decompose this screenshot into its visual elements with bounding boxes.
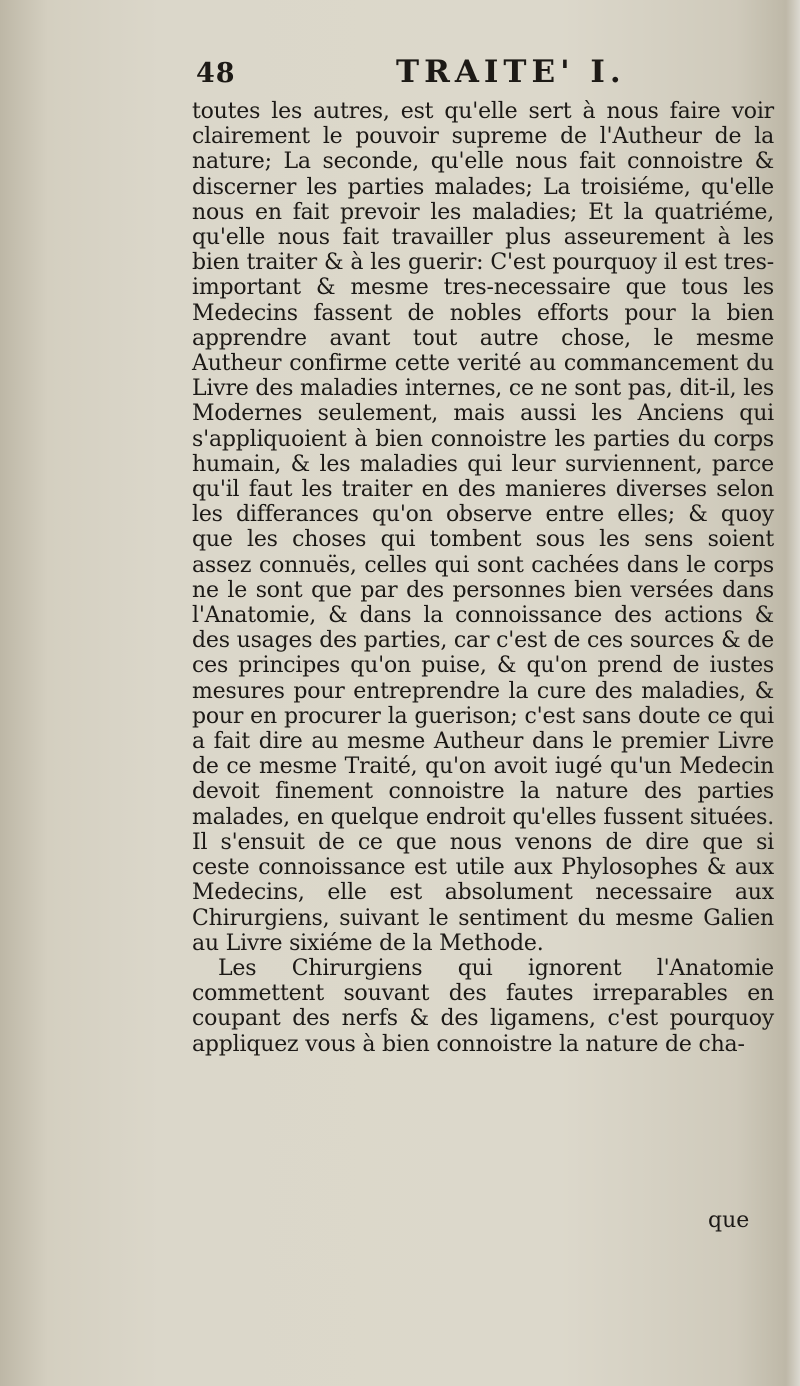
paragraph-2: Les Chirurgiens qui ignorent l'Anatomie commettent souvant des fautes irreparables en coupant des nerfs & des ligamens, c'est pourquoy appliquez vous à bien connoistre la nature de cha- — [192, 955, 774, 1057]
paragraph-1: toutes les autres, est qu'elle sert à nous faire voir clairement le pouvoir supreme de l'Autheur de la nature; La seconde, qu'elle nous fait connoistre & discerner les parties malades; La troisiéme, qu'elle nous en fait prevoir les maladies; Et la quatriéme, qu'elle nous fait travailler plus asseurement à les bien traiter & à les guerir: C'est pourquoy il est tres-important & mesme tres-necessaire que tous les Medecins fassent de nobles efforts pour la bien apprendre avant tout autre chose, le mesme Autheur confirme cette verité au commancement du Livre des maladies internes, ce ne sont pas, dit-il, les Modernes seulement, mais aussi les Anciens qui s'appliquoient à bien connoistre les parties du corps humain, & les maladies qui leur surviennent, parce qu'il faut les traiter en des manieres diverses selon les differances qu'on observe entre elles; & quoy que les choses qui tombent sous les sens soient assez connuës, celles qui sont cachées dans le corps ne le sont que par des personnes bien versées dans l'Anatomie, & dans la connoissance des actions & des usages des parties, car c'est de ces sources & de ces principes qu'on puise, & qu'on prend de iustes mesures pour entreprendre la cure des maladies, & pour en procurer la guerison; c'est sans doute ce qui a fait dire au mesme Autheur dans le premier Livre de ce mesme Traité, qu'on avoit iugé qu'un Medecin devoit finement connoistre la nature des parties malades, en quelque endroit qu'elles fussent situées. Il s'ensuit de ce que nous venons de dire que si ceste connoissance est utile aux Phylosophes & aux Medecins, elle est absolument necessaire aux Chirurgiens, suivant le sentiment du mesme Galien au Livre sixiéme de la Methode. — [192, 99, 774, 956]
page-header — [196, 54, 756, 94]
catchword: que — [708, 1208, 750, 1233]
body-text — [192, 99, 774, 1057]
page-number: 48 — [196, 58, 236, 89]
running-head: TRAITE' I. — [396, 54, 626, 90]
